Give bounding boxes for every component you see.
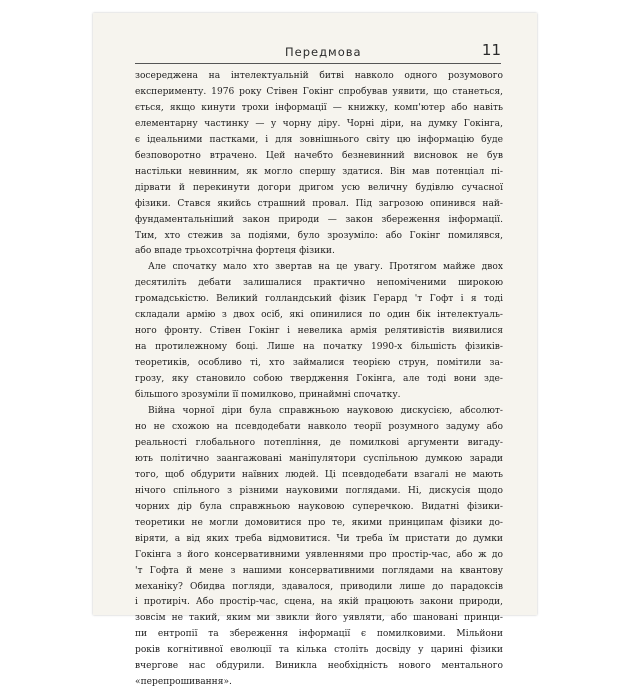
text-line: ють політично заангажовані маніпулятори суспільною думкою заради xyxy=(135,453,503,464)
text-line: десятиліть дебати залишалися практично непоміченими широкою xyxy=(135,278,503,289)
text-line: теоретики не могли домовитися про те, якими принципам фізики до- xyxy=(135,517,503,528)
book-page xyxy=(93,13,537,688)
text-line: теоретиків, особливо ті, хто займалися теорією струн, помітили за- xyxy=(135,358,503,369)
text-line: нічого спільного з різними науковими поглядами. Ні, дискусія щодо xyxy=(135,485,503,496)
text-line: ється, якщо кинути трохи інформації — книжку, комп'ютер або навіть xyxy=(135,102,503,113)
text-line: грозу, яку становило собою твердження Гокінга, але тоді вони зде- xyxy=(135,374,503,385)
text-line: або впаде трьохсотрічна фортеця фізики. xyxy=(135,246,335,257)
text-line: дірвати й перекинути догори дригом усю величну будівлю сучасної xyxy=(135,182,503,193)
running-title: Передмова xyxy=(285,45,362,59)
text-line: пи ентропії та збереження інформації є помилковими. Мільйони xyxy=(135,629,503,640)
text-line: безповоротно втрачено. Цей начебто безневинний висновок не був xyxy=(135,150,503,161)
text-line: є ідеальними пастками, і для зовнішнього світу цю інформацію буде xyxy=(135,134,503,145)
text-line: складали армію з двох осіб, які опинилися по один бік інтелектуаль- xyxy=(135,310,503,321)
paragraph xyxy=(135,69,503,260)
text-line: ного фронту. Стівен Гокінг і невелика армія релятивістів виявилися xyxy=(135,326,503,337)
text-line: фізики. Стався якийсь страшний провал. Під загрозою опинився най- xyxy=(135,198,503,209)
text-line: Гокінга з його консервативними уявленнями про простір-час, або ж до xyxy=(135,549,503,560)
text-line: років когнітивної еволюції та кілька століть досвіду у царині фізики xyxy=(135,645,503,656)
page-number: 11 xyxy=(481,41,501,59)
header-rule xyxy=(135,63,501,64)
text-line: зовсім не такий, яким ми звикли його уявляти, або шановані принци- xyxy=(135,613,503,624)
text-line: Тим, хто стежив за подіями, було зрозуміло: або Гокінг помилявся, xyxy=(135,230,503,241)
text-line: чорних дір була справжньою науковою суперечкою. Видатні фізики- xyxy=(135,501,503,512)
text-line: механіку? Обидва погляди, здавалося, приводили лише до парадоксів xyxy=(135,581,503,592)
text-line: елементарну частинку — у чорну діру. Чорні діри, на думку Гокінга, xyxy=(135,118,503,129)
text-line: «перепрошивання». xyxy=(135,677,232,688)
body-text xyxy=(135,69,503,691)
page-header xyxy=(135,39,501,61)
text-line: фундаментальніший закон природи — закон збереження інформації. xyxy=(135,214,503,225)
text-line: віряти, а від яких треба відмовитися. Чи треба їм пристати до думки xyxy=(135,533,503,544)
text-line: Але спочатку мало хто звертав на це увагу. Протягом майже двох xyxy=(148,262,503,273)
paragraph xyxy=(135,260,503,404)
text-line: на протилежному боці. Лише на початку 1990-х більшість фізиків- xyxy=(135,342,503,353)
text-line: реальності глобального потепління, де помилкові аргументи вигаду- xyxy=(135,437,503,448)
text-line: 'т Гофта й мене з нашими консервативними поглядами на квантову xyxy=(135,565,503,576)
text-line: настільки невинним, як могло спершу здатися. Він мав потенціал пі- xyxy=(135,166,503,177)
text-line: громадськістю. Великий голландський фізик Герард 'т Гофт і я тоді xyxy=(135,294,503,305)
text-line: і протиріч. Або простір-час, сцена, на якій працюють закони природи, xyxy=(135,597,503,608)
text-line: вчергове нас обдурили. Виникла необхідність нового ментального xyxy=(135,661,503,672)
text-line: Війна чорної діри була справжньою науковою дискусією, абсолют- xyxy=(148,406,503,417)
paragraph xyxy=(135,404,503,691)
text-line: зосереджена на інтелектуальній битві навколо одного розумового xyxy=(135,71,503,81)
text-line: більшого зрозуміли її помилково, принаймні спочатку. xyxy=(135,390,401,401)
text-line: експерименту. 1976 року Стівен Гокінг спробував уявити, що станеться, xyxy=(135,86,503,97)
text-line: того, щоб обдурити наївних людей. Ці псевдодебати взагалі не мають xyxy=(135,469,503,480)
text-line: но не схожою на псевдодебати навколо теорії розумного задуму або xyxy=(135,421,503,432)
